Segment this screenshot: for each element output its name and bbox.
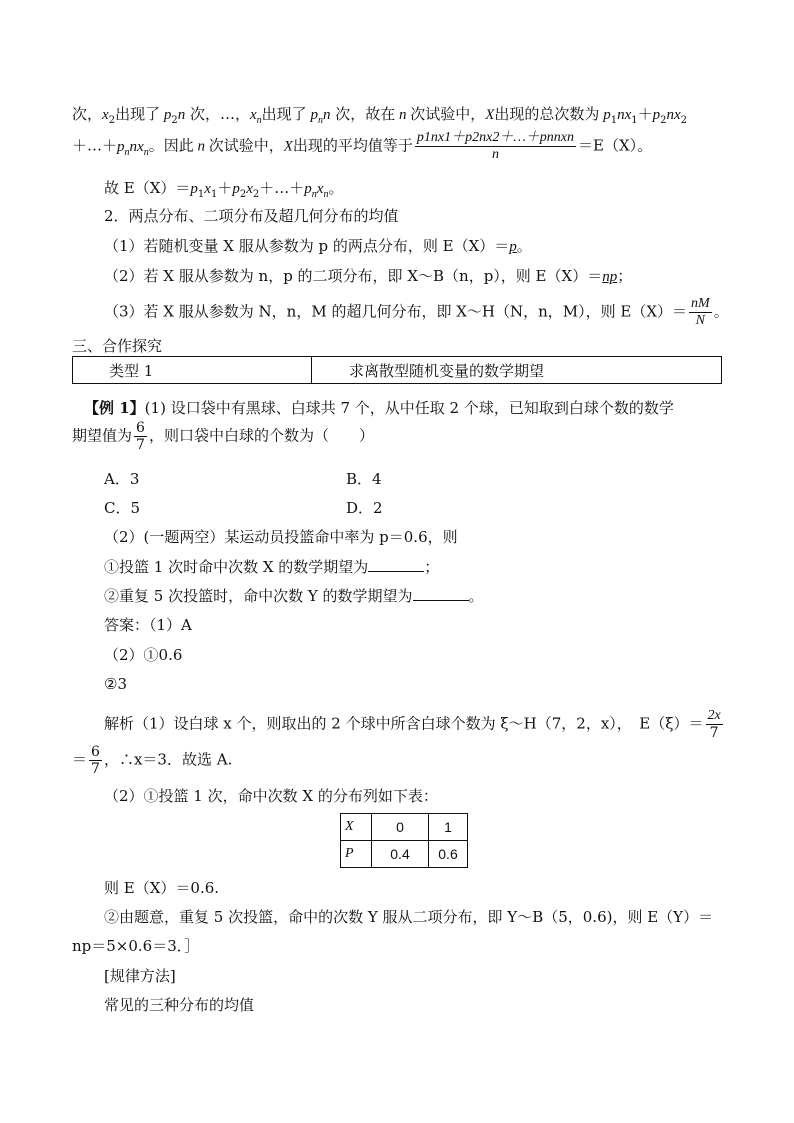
type-box <box>72 356 722 384</box>
option-d: D．2 <box>346 499 383 517</box>
para-line-3: 故 $E(X)=p_1x_1+p_2x_2+\dots+p_nx_n$。 <box>104 179 344 200</box>
answer-blank <box>413 586 469 601</box>
answer-blank <box>368 557 424 572</box>
para-line-1: 次，$x_2$出现了 $p_2n$ 次，…，$x_n$出现了 $p_nn$ 次，故在 n 次试验中，X出现的总次数为 $p_1nx_1+p_2nx_2$ <box>72 105 688 126</box>
answer-2b: ②3 <box>104 675 127 693</box>
solution-line-3: （2）①投篮 1 次，命中次数 X 的分布列如下表： <box>104 787 438 805</box>
table-row: X 0 1 <box>341 814 468 841</box>
option-c: C．5 <box>104 499 141 517</box>
expected-fraction: $\frac{6}{7}$ <box>136 420 145 453</box>
answer-underline: p <box>509 239 517 255</box>
solution-line-5: ②由题意，重复 5 次投篮，命中的次数 Y 服从二项分布，即 Y～B（5，0.6)，则 E（Y）＝ <box>104 908 714 926</box>
rules-label: [规律方法] <box>104 967 176 985</box>
example-1-line-1: 【例 1】(1) 设口袋中有黑球、白球共 7 个，从中任取 2 个球，已知取到白球个数的数学 <box>84 399 674 417</box>
answer-underline: np <box>602 269 618 285</box>
answer-label: 答案：（1）A <box>104 616 192 634</box>
item-3: （3）若 X 服从参数为 N，n，M 的超几何分布，即 X～H（N，n，M），则 E（X）＝ $\frac{nM}{N}$ 。 <box>104 296 729 328</box>
solution-line-2: ＝ $\frac{6}{7}$ ，∴x＝3．故选 A. <box>72 744 233 777</box>
item-1: （1）若随机变量 X 服从参数为 p 的两点分布，则 E（X）＝p。 <box>104 237 532 255</box>
para-line-2: $+\dots+p_nnx_n$。因此 n 次试验中，X出现的平均值等于 $\frac{\text{p1nx1＋p2nx2＋…＋pnnxn}}{n}$ ＝E（X）。 <box>72 130 653 162</box>
solution-fraction-2: $\frac{6}{7}$ <box>91 744 100 777</box>
rules-text: 常见的三种分布的均值 <box>104 996 255 1014</box>
hypergeometric-fraction: $\frac{nM}{N}$ <box>691 296 710 328</box>
solution-line-4: 则 E（X）＝0.6. <box>104 879 220 897</box>
type-label: 类型 1 <box>109 362 154 380</box>
example-1-line-2: 期望值为 $\frac{6}{7}$ ，则口袋中白球的个数为（ ） <box>72 420 374 453</box>
option-b: B．4 <box>346 470 382 488</box>
type-title: 求离散型随机变量的数学期望 <box>349 362 545 380</box>
solution-line-1: 解析（1）设白球 x 个，则取出的 2 个球中所含白球个数为 ξ～H（7，2，x）， E（ξ）＝ $\frac{2x}{7}$ <box>104 708 721 741</box>
section-title: 三、合作探究 <box>72 337 163 355</box>
question-2: （2）(一题两空）某运动员投篮命中率为 p＝0.6，则 <box>104 528 458 546</box>
table-row: P 0.4 0.6 <box>341 841 468 868</box>
mean-fraction: $\frac{\text{p1nx1＋p2nx2＋…＋pnnxn}}{n}$ <box>416 130 574 162</box>
option-a: A．3 <box>104 470 140 488</box>
heading-2: 2．两点分布、二项分布及超几何分布的均值 <box>104 207 399 225</box>
solution-fraction-1: $\frac{2x}{7}$ <box>707 708 721 741</box>
item-2: （2）若 X 服从参数为 n，p 的二项分布，即 X～B（n，p），则 E（X）＝np； <box>104 267 633 285</box>
question-2a: ①投篮 1 次时命中次数 X 的数学期望为 ； <box>104 558 440 576</box>
answer-2a: （2）①0.6 <box>104 646 183 664</box>
question-2b: ②重复 5 次投篮时，命中次数 Y 的数学期望为 。 <box>104 587 484 605</box>
distribution-table <box>340 813 468 868</box>
solution-line-6: np＝5×0.6＝3．］ <box>72 937 200 955</box>
